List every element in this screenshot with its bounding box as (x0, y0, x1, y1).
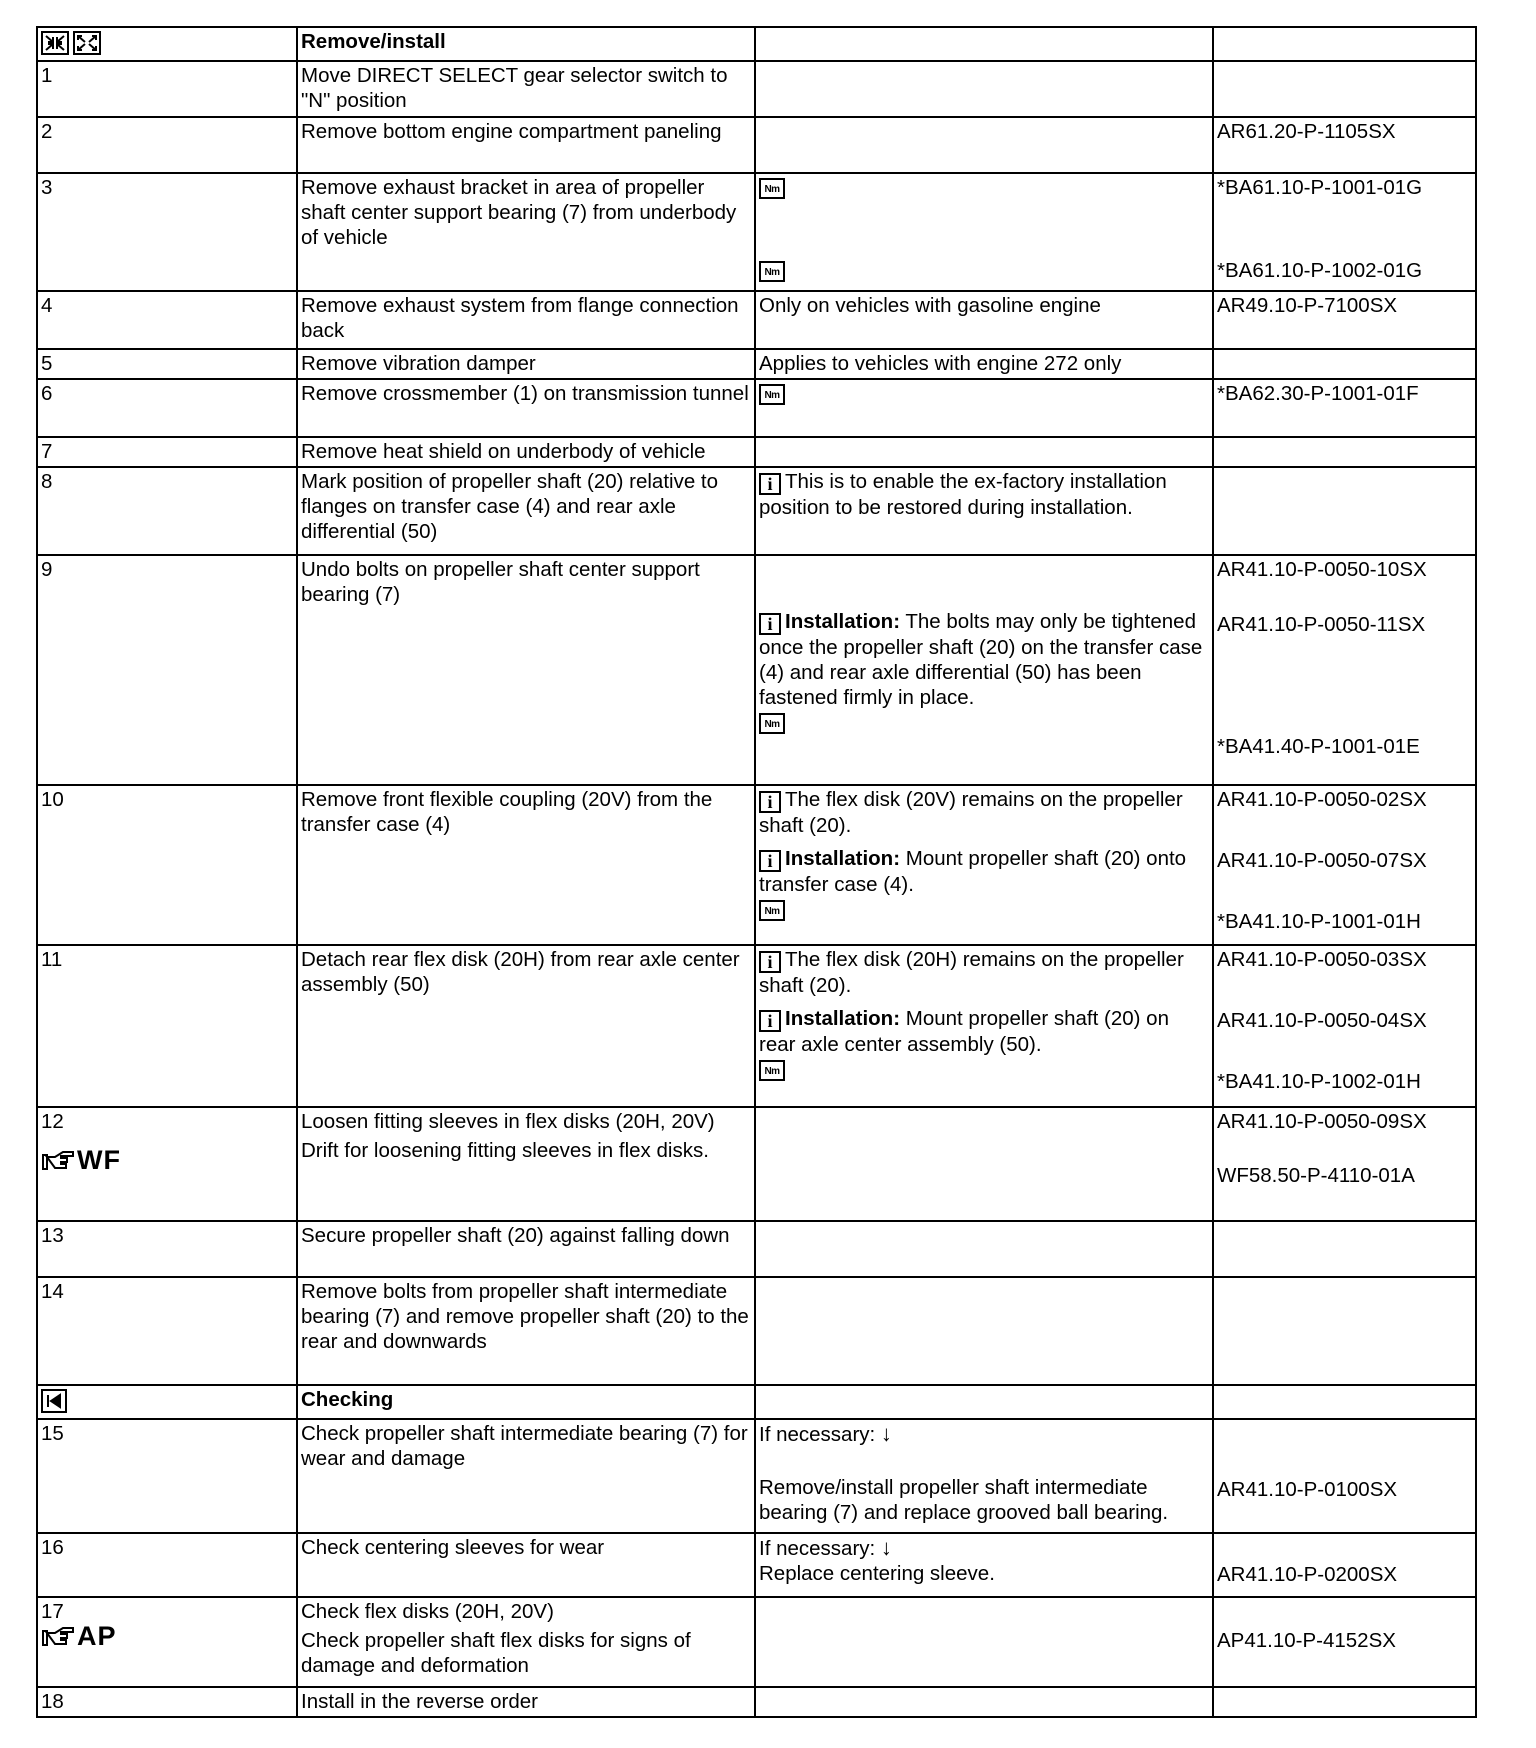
table-row (37, 1221, 1476, 1277)
reference-link[interactable]: AP41.10-P-4152SX (1217, 1629, 1396, 1652)
step-number: 4 (37, 291, 297, 349)
step-number: 1 (37, 61, 297, 117)
tool-tag: WF (77, 1145, 121, 1175)
step-note: The flex disk (20H) remains on the propeller shaft (20). (759, 948, 1184, 997)
expand-icon (73, 31, 101, 55)
reference-link[interactable]: AR41.10-P-0050-03SX (1217, 948, 1427, 971)
step-note: Remove/install propeller shaft intermediate bearing (7) and replace grooved ball bearing. (759, 1476, 1169, 1524)
table-row (37, 467, 1476, 555)
step-number: 16 (37, 1533, 297, 1597)
step-description: Remove heat shield on underbody of vehicle (297, 437, 755, 467)
reference-link[interactable]: AR41.10-P-0050-04SX (1217, 1009, 1427, 1032)
step-note: Only on vehicles with gasoline engine (755, 291, 1213, 349)
step-description: Loosen fitting sleeves in flex disks (20H, 20V) (301, 1110, 715, 1133)
step-number: 2 (37, 117, 297, 173)
reference-link[interactable]: AR41.10-P-0050-02SX (1217, 788, 1427, 811)
step-note: The flex disk (20V) remains on the propeller shaft (20). (759, 788, 1183, 837)
arrow-down-icon: ↓ (880, 1535, 892, 1560)
torque-icon[interactable]: Nm (759, 1060, 785, 1081)
step-description: Move DIRECT SELECT gear selector switch to "N" position (297, 61, 755, 117)
step-note: If necessary: (759, 1423, 876, 1446)
step-description: Check centering sleeves for wear (297, 1533, 755, 1597)
table-row (37, 555, 1476, 785)
section-title: Remove/install (297, 27, 755, 61)
section-header-checking (37, 1385, 1476, 1419)
installation-label: Installation: (785, 610, 901, 633)
step-number: 12 (41, 1110, 64, 1133)
reference-link[interactable]: AR41.10-P-0050-11SX (1217, 613, 1426, 636)
step-note: Applies to vehicles with engine 272 only (755, 349, 1213, 379)
step-number: 15 (37, 1419, 297, 1533)
special-tool-reference[interactable] (41, 1621, 117, 1651)
step-description: Remove front flexible coupling (20V) from the transfer case (4) (297, 785, 755, 945)
table-row (37, 379, 1476, 437)
collapse-icon (41, 31, 69, 55)
reference-link[interactable]: AR41.10-P-0050-07SX (1217, 849, 1427, 872)
table-row (37, 785, 1476, 945)
step-number: 6 (37, 379, 297, 437)
step-description: Check flex disks (20H, 20V) (301, 1600, 554, 1623)
reference-link[interactable]: WF58.50-P-4110-01A (1217, 1164, 1415, 1187)
tool-description: Drift for loosening fitting sleeves in flex disks. (301, 1139, 709, 1162)
table-row (37, 1277, 1476, 1385)
table-row (37, 1533, 1476, 1597)
torque-icon[interactable]: Nm (759, 178, 785, 199)
torque-icon[interactable]: Nm (759, 384, 785, 405)
step-number: 18 (37, 1687, 297, 1717)
step-note: The bolts may only be tightened once the propeller shaft (20) on the transfer case (4) and rear axle differential (50) has been fastened firmly in place. (759, 610, 1203, 709)
step-description: Detach rear flex disk (20H) from rear axle center assembly (50) (297, 945, 755, 1107)
step-note: This is to enable the ex-factory installation position to be restored during installation. (759, 470, 1167, 519)
reference-link[interactable]: AR49.10-P-7100SX (1213, 291, 1476, 349)
table-row (37, 291, 1476, 349)
info-icon: i (759, 613, 781, 635)
step-description: Remove bolts from propeller shaft intermediate bearing (7) and remove propeller shaft (20) to the rear and downwards (297, 1277, 755, 1385)
tool-description: Check propeller shaft flex disks for signs of damage and deformation (301, 1629, 691, 1677)
reference-link[interactable]: *BA41.10-P-1001-01H (1217, 910, 1421, 933)
section-title: Checking (297, 1385, 755, 1419)
reference-link[interactable]: AR41.10-P-0100SX (1217, 1478, 1398, 1501)
reference-link[interactable]: AR41.10-P-0200SX (1217, 1563, 1398, 1586)
step-number: 10 (37, 785, 297, 945)
step-description: Remove bottom engine compartment paneling (297, 117, 755, 173)
reference-link[interactable]: *BA41.10-P-1002-01H (1217, 1070, 1421, 1093)
installation-label: Installation: (785, 1007, 901, 1030)
table-row (37, 117, 1476, 173)
table-row (37, 1687, 1476, 1717)
step-description: Install in the reverse order (297, 1687, 755, 1717)
info-icon: i (759, 1010, 781, 1032)
step-description: Mark position of propeller shaft (20) relative to flanges on transfer case (4) and rear axle differential (50) (297, 467, 755, 555)
table-row (37, 349, 1476, 379)
table-row (37, 1419, 1476, 1533)
torque-icon[interactable]: Nm (759, 261, 785, 282)
info-icon: i (759, 473, 781, 495)
table-row (37, 1107, 1476, 1221)
reference-link[interactable]: AR41.10-P-0050-10SX (1217, 558, 1427, 581)
torque-icon[interactable]: Nm (759, 713, 785, 734)
step-description: Remove crossmember (1) on transmission tunnel (297, 379, 755, 437)
step-number: 11 (37, 945, 297, 1107)
step-description: Remove exhaust system from flange connection back (297, 291, 755, 349)
pointing-hand-icon (41, 1149, 75, 1173)
reference-link[interactable]: AR61.20-P-1105SX (1213, 117, 1476, 173)
info-icon: i (759, 850, 781, 872)
checking-icon (41, 1389, 67, 1413)
info-icon: i (759, 791, 781, 813)
step-note: If necessary: (759, 1537, 876, 1560)
step-description: Remove exhaust bracket in area of propeller shaft center support bearing (7) from underbody of vehicle (297, 173, 755, 291)
tool-tag: AP (77, 1621, 117, 1651)
reference-link[interactable]: AR41.10-P-0050-09SX (1217, 1110, 1427, 1133)
special-tool-reference[interactable] (41, 1145, 121, 1175)
info-icon: i (759, 951, 781, 973)
step-number: 9 (37, 555, 297, 785)
section-icons (37, 27, 297, 61)
step-note: Mount propeller shaft (20) on rear axle center assembly (50). (759, 1007, 1169, 1056)
step-number: 3 (37, 173, 297, 291)
step-description: Remove vibration damper (297, 349, 755, 379)
table-row (37, 173, 1476, 291)
table-row (37, 437, 1476, 467)
section-header-remove-install (37, 27, 1476, 61)
step-number: 17 (41, 1600, 64, 1623)
step-note: Mount propeller shaft (20) onto transfer case (4). (759, 847, 1187, 896)
arrow-down-icon: ↓ (880, 1421, 892, 1446)
step-number: 5 (37, 349, 297, 379)
reference-link[interactable]: *BA41.40-P-1001-01E (1217, 735, 1420, 758)
pointing-hand-icon (41, 1625, 75, 1649)
torque-icon[interactable]: Nm (759, 900, 785, 921)
step-number: 7 (37, 437, 297, 467)
table-row (37, 61, 1476, 117)
step-number: 14 (37, 1277, 297, 1385)
reference-link[interactable]: *BA61.10-P-1002-01G (1217, 259, 1423, 282)
installation-label: Installation: (785, 847, 901, 870)
reference-link[interactable]: *BA61.10-P-1001-01G (1217, 176, 1423, 199)
procedure-table (36, 26, 1477, 1718)
step-note: Replace centering sleeve. (759, 1562, 995, 1585)
step-description: Undo bolts on propeller shaft center support bearing (7) (297, 555, 755, 785)
step-description: Check propeller shaft intermediate bearing (7) for wear and damage (297, 1419, 755, 1533)
table-row (37, 1597, 1476, 1687)
step-number: 13 (37, 1221, 297, 1277)
reference-link[interactable]: *BA62.30-P-1001-01F (1213, 379, 1476, 437)
step-number: 8 (37, 467, 297, 555)
step-description: Secure propeller shaft (20) against falling down (297, 1221, 755, 1277)
table-row (37, 945, 1476, 1107)
